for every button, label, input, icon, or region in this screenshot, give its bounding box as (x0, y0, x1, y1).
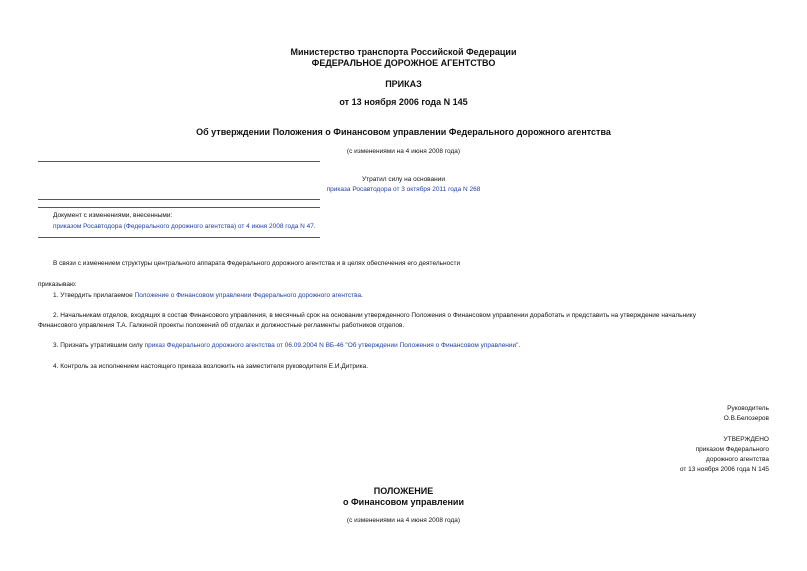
item-1 (53, 292, 363, 299)
divider (38, 207, 320, 208)
item-1-suffix: . (361, 292, 363, 299)
regulation-amendment-note: (с изменениями на 4 июня 2008 года) (346, 517, 461, 524)
approval-line-3: дорожного агентства (706, 456, 769, 463)
document-date-number: от 13 ноября 2006 года N 145 (339, 97, 468, 107)
lost-force-link[interactable]: приказа Росавтодора от 3 октября 2011 года N 268 (326, 186, 481, 193)
changes-line (53, 223, 316, 230)
divider (38, 237, 320, 238)
changes-link[interactable]: приказом Росавтодора (Федерального дорожного агентства) от 4 июня 2008 года N 47 (53, 223, 314, 230)
agency-heading: ФЕДЕРАЛЬНОЕ ДОРОЖНОЕ АГЕНТСТВО (311, 58, 496, 68)
approval-line-4: от 13 ноября 2006 года N 145 (679, 466, 769, 473)
item-1-prefix: 1. Утвердить прилагаемое (53, 292, 135, 299)
regulation-title: ПОЛОЖЕНИЕ (373, 486, 434, 496)
regulation-subtitle: о Финансовом управлении (342, 497, 464, 507)
lost-force-label: Утратил силу на основании (361, 176, 446, 183)
approval-line-1: УТВЕРЖДЕНО (723, 436, 769, 443)
order-word: приказываю: (38, 281, 77, 288)
item-3-prefix: 3. Признать утратившим силу (53, 342, 145, 349)
ministry-heading: Министерство транспорта Российской Федерации (290, 47, 517, 57)
approval-line-2: приказом Федерального (695, 446, 769, 453)
changes-link-suffix: . (313, 223, 316, 230)
divider (38, 161, 320, 162)
divider (38, 199, 320, 200)
item-2-line-1: 2. Начальникам отделов, входящих в состав Финансового управления, в месячный срок на основании утвержденного Положения о Финансовом управлении доработать и представить на утверждение начальнику (53, 312, 696, 319)
document-type: ПРИКАЗ (385, 79, 422, 89)
item-3 (53, 342, 520, 349)
amendment-note: (с изменениями на 4 июня 2008 года) (346, 148, 461, 155)
item-4: 4. Контроль за исполнением настоящего приказа возложить на заместителя руководителя Е.И.Дитрика. (53, 363, 369, 370)
item-3-suffix: . (518, 342, 521, 349)
item-2-line-2: Финансового управления Т.А. Галкиной проекты положений об отделах и должностные регламенты работников отделов. (38, 322, 405, 329)
changes-label: Документ с изменениями, внесенными: (53, 212, 173, 219)
item-1-link[interactable]: Положение о Финансовом управлении Федерального дорожного агентства (134, 292, 362, 299)
signature-role: Руководитель (727, 405, 769, 412)
document-title: Об утверждении Положения о Финансовом управлении Федерального дорожного агентства (196, 127, 611, 137)
item-3-link[interactable]: приказ Федерального дорожного агентства от 06.09.2004 N ВБ-46 "Об утверждении Положения о Финансовом управлении" (144, 342, 519, 349)
intro-paragraph: В связи с изменением структуры центрального аппарата Федерального дорожного агентства и в целях обеспечения его деятельности (53, 260, 461, 267)
signature-name: О.В.Белозеров (723, 415, 769, 422)
